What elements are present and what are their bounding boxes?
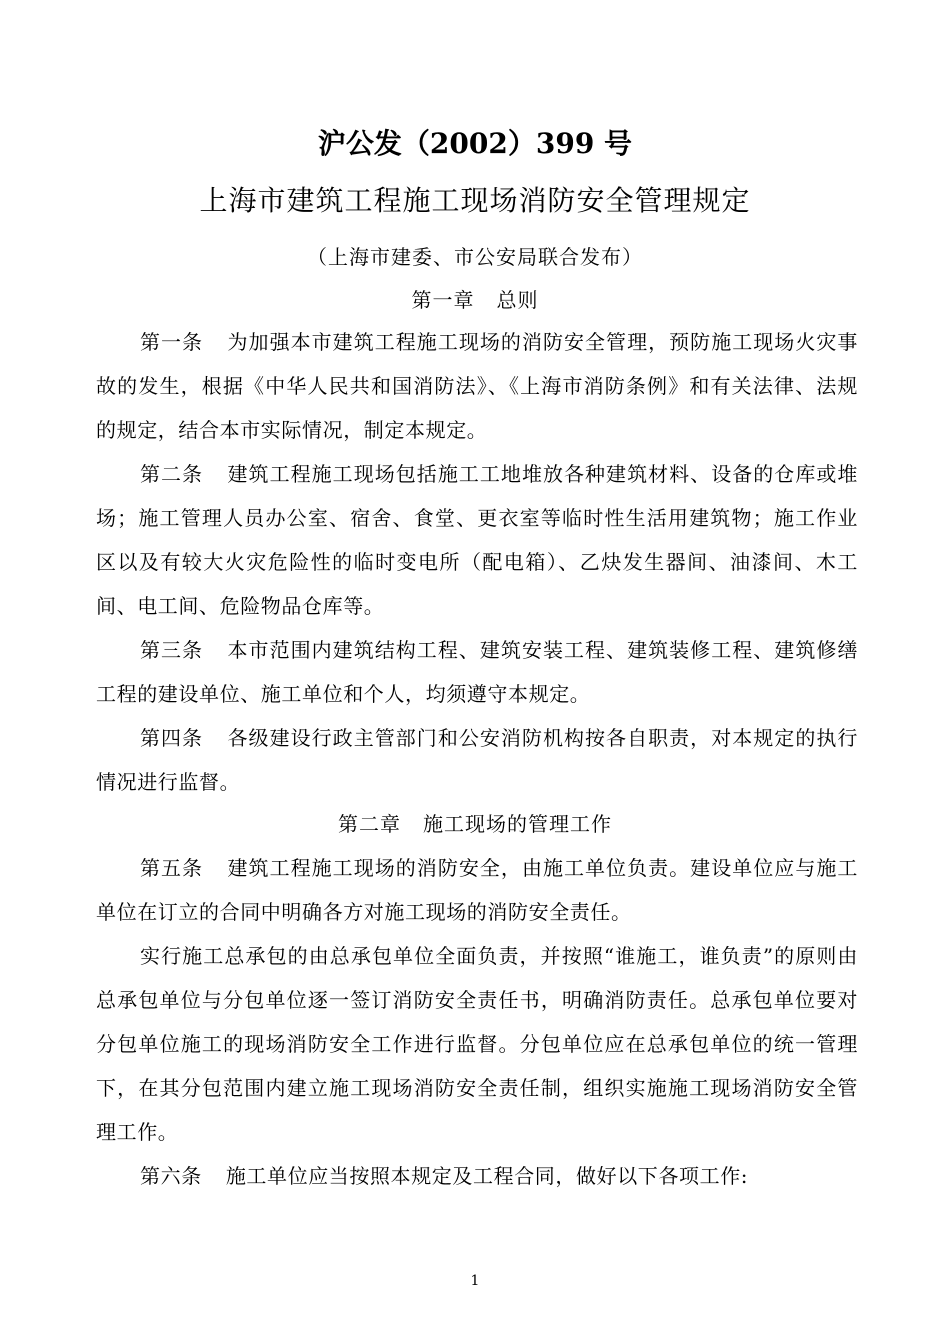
paragraph-text: 实行施工总承包的由总承包单位全面负责，并按照“谁施工，谁负责”的原则由总承包单位与分包单位逐一签订消防安全责任书，明确消防责任。总承包单位要对分包单位施工的现场消防安全工作进行监督。分包单位应在总承包单位的统一管理下，在其分包范围内建立施工现场消防安全责任制，组织实施施工现场消防安全管理工作。 bbox=[96, 944, 858, 1144]
article-label: 第二条 bbox=[140, 462, 204, 486]
article-text: 为加强本市建筑工程施工现场的消防安全管理，预防施工现场火灾事故的发生，根据《中华人民共和国消防法》、《上海市消防条例》和有关法律、法规的规定，结合本市实际情况，制定本规定。 bbox=[96, 330, 858, 442]
chapter-name: 施工现场的管理工作 bbox=[423, 812, 612, 836]
chapter-heading-2 bbox=[0, 808, 950, 840]
chapter-heading-1 bbox=[0, 284, 950, 316]
article-6 bbox=[96, 1154, 858, 1198]
document-title: 上海市建筑工程施工现场消防安全管理规定 bbox=[199, 184, 751, 217]
article-5 bbox=[96, 846, 858, 934]
article-3 bbox=[96, 628, 858, 716]
document-number: 沪公发（2002）399 号 bbox=[317, 127, 633, 160]
article-text: 各级建设行政主管部门和公安消防机构按各自职责，对本规定的执行情况进行监督。 bbox=[96, 726, 858, 794]
article-4 bbox=[96, 716, 858, 804]
chapter-label: 第一章 bbox=[411, 288, 475, 312]
article-text: 施工单位应当按照本规定及工程合同，做好以下各项工作: bbox=[225, 1164, 749, 1188]
article-1 bbox=[96, 320, 858, 452]
article-text: 本市范围内建筑结构工程、建筑安装工程、建筑装修工程、建筑修缮工程的建设单位、施工单位和个人，均须遵守本规定。 bbox=[96, 638, 858, 706]
article-text: 建筑工程施工现场的消防安全，由施工单位负责。建设单位应与施工单位在订立的合同中明确各方对施工现场的消防安全责任。 bbox=[96, 856, 858, 924]
article-label: 第六条 bbox=[140, 1164, 202, 1188]
page-number: 1 bbox=[470, 1273, 480, 1289]
article-text: 建筑工程施工现场包括施工工地堆放各种建筑材料、设备的仓库或堆场；施工管理人员办公室、宿舍、食堂、更衣室等临时性生活用建筑物；施工作业区以及有较大火灾危险性的临时变电所（配电箱）、乙炔发生器间、油漆间、木工间、电工间、危险物品仓库等。 bbox=[96, 462, 858, 618]
document-issuer: （上海市建委、市公安局联合发布） bbox=[307, 245, 643, 269]
chapter-label: 第二章 bbox=[338, 812, 401, 836]
article-2 bbox=[96, 452, 858, 628]
article-label: 第一条 bbox=[140, 330, 204, 354]
article-label: 第五条 bbox=[140, 856, 204, 880]
article-label: 第四条 bbox=[140, 726, 204, 750]
article-label: 第三条 bbox=[140, 638, 204, 662]
chapter-name: 总则 bbox=[496, 288, 539, 312]
article-5-paragraph-2 bbox=[96, 934, 858, 1154]
